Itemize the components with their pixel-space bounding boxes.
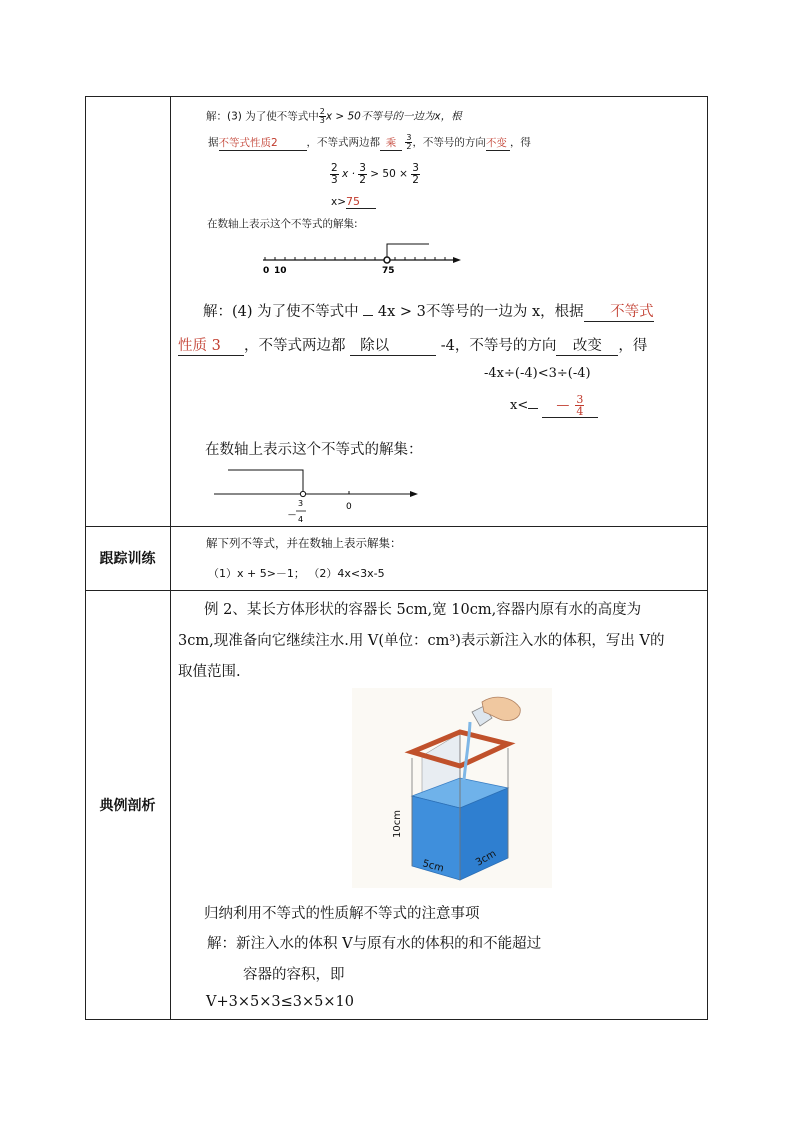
sol4-numline-caption: 在数轴上表示这个不等式的解集：: [205, 442, 423, 458]
sol3-result: x>75: [331, 195, 376, 209]
tick-label-0: 0: [263, 266, 270, 276]
sol3-line1: 解：(3) 为了使不等式中 $\frac{2}{3}$ x > 50不等号的一边为x，根: [206, 107, 462, 125]
number-line-2: [210, 464, 425, 526]
container-illustration: [352, 688, 552, 888]
tick-label-75: 75: [382, 266, 395, 276]
example-summary: 归纳利用不等式的性质解不等式的注意事项: [204, 906, 480, 922]
row-divider-1: [85, 526, 708, 527]
tick-frac-n: 3: [298, 499, 304, 508]
tick-frac-d: 4: [298, 515, 304, 524]
tick-neg-sign: —: [288, 510, 296, 519]
blank-property: 不等式性质2: [219, 135, 307, 151]
row-label-example: 典例剖析: [99, 798, 156, 814]
tick-label-10: 10: [274, 266, 287, 276]
sol4-result: x< — $\frac{3}{4}$: [510, 394, 598, 418]
row-divider-2: [85, 590, 708, 591]
tick-label-zero: 0: [346, 502, 352, 512]
sol3-equation: $\frac{2}{3}$ x · $\frac{3}{2}$ > 50 × $\frac{3}{2}$: [331, 162, 419, 186]
sol3-line2: 据不等式性质2 ，不等式两边都 乘 $\frac{3}{2}$ ，不等号的方向不变 ，得: [208, 133, 531, 151]
example-line2: 3cm,现准备向它继续注水.用 V(单位：cm³)表示新注入水的体积，写出 V的: [178, 633, 665, 649]
sol3-numline-caption: 在数轴上表示这个不等式的解集:: [207, 218, 358, 230]
sol4-line2: 性质 3 ，不等式两边都 除以 -4，不等号的方向 改变 ，得: [178, 334, 647, 356]
sol4-line1: 解：(4) 为了使不等式中 4x > 3不等号的一边为 x，根据 不等式: [203, 300, 654, 322]
blank-operation: 乘: [380, 135, 402, 151]
sol4-equation: -4x÷(-4)<3÷(-4): [484, 366, 591, 381]
example-line1: 例 2、某长方体形状的容器长 5cm,宽 10cm,容器内原有水的高度为: [204, 602, 642, 618]
tracking-intro: 解下列不等式，并在数轴上表示解集：: [206, 536, 402, 550]
row-label-tracking: 跟踪训练: [99, 551, 156, 567]
label-length: 5cm: [421, 858, 445, 875]
example-line3: 取值范围.: [178, 664, 241, 680]
blank-operation-4: 除以: [350, 334, 436, 356]
number-line-1: [255, 238, 470, 278]
example-solution-line3: V+3×5×3≤3×5×10: [206, 994, 354, 1010]
blank-direction: 不变: [486, 135, 510, 151]
label-height: 10cm: [392, 810, 403, 838]
example-solution-line2: 容器的容积，即: [243, 967, 345, 983]
column-divider: [170, 96, 171, 1020]
blank-property-4: 不等式: [584, 300, 654, 322]
blank-direction-4: 改变: [556, 334, 618, 356]
example-solution-line1: 解：新注入水的体积 V与原有水的体积的和不能超过: [207, 936, 542, 952]
tracking-problems: （1）x + 5>－1； （2）4x<3x-5: [208, 567, 385, 580]
label-width: 3cm: [474, 848, 499, 869]
